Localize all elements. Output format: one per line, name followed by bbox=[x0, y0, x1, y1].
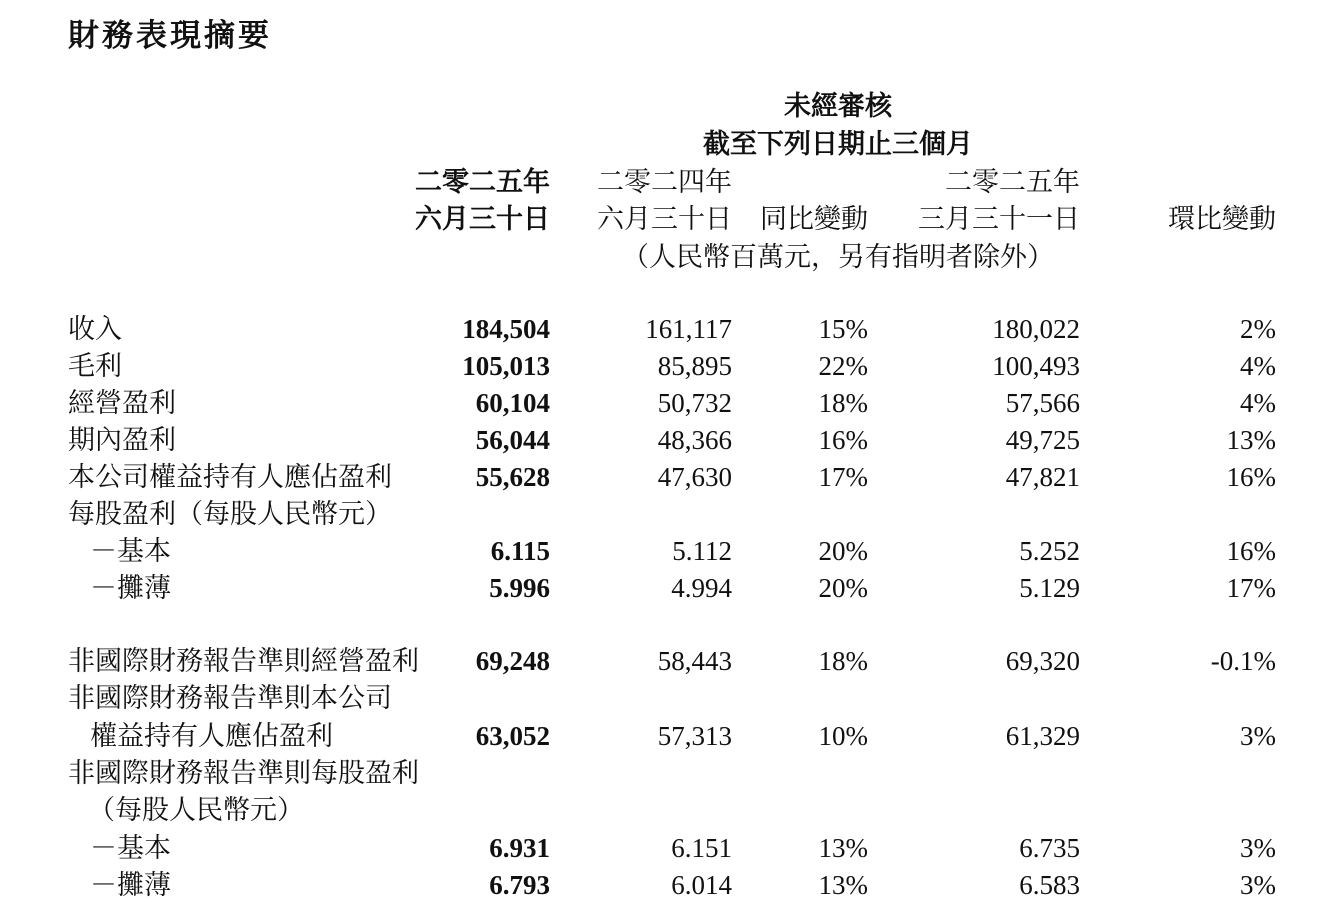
col3-header: 同比變動 bbox=[760, 204, 868, 234]
table-row bbox=[0, 755, 1328, 792]
cell-2025q2: 63,052 bbox=[475, 721, 550, 751]
cell-2024q2: 6.014 bbox=[671, 870, 732, 900]
cell-2024q2: 48,366 bbox=[657, 425, 732, 455]
table-row bbox=[0, 533, 1328, 570]
table-row bbox=[0, 830, 1328, 867]
row-label: －攤薄 bbox=[90, 870, 171, 900]
row-label: －基本 bbox=[90, 833, 171, 863]
row-label: 毛利 bbox=[68, 351, 122, 381]
cell-2025q2: 184,504 bbox=[462, 314, 550, 344]
cell-yoy: 10% bbox=[818, 721, 868, 751]
col2-header-date: 六月三十日 bbox=[597, 204, 732, 234]
table-row bbox=[0, 385, 1328, 422]
table-row bbox=[0, 792, 1328, 829]
table-row bbox=[0, 570, 1328, 607]
table-row bbox=[0, 422, 1328, 459]
row-label: 非國際財務報告準則經營盈利 bbox=[68, 646, 419, 676]
cell-2025q2: 6.931 bbox=[489, 833, 550, 863]
table-row bbox=[0, 311, 1328, 348]
cell-yoy: 16% bbox=[818, 425, 868, 455]
cell-2024q2: 161,117 bbox=[645, 314, 732, 344]
col4-header-year: 二零二五年 bbox=[945, 167, 1080, 197]
cell-2025q2: 69,248 bbox=[475, 646, 550, 676]
col1-header-date: 六月三十日 bbox=[415, 204, 550, 234]
cell-2024q2: 4.994 bbox=[671, 573, 732, 603]
table-row bbox=[0, 459, 1328, 496]
cell-yoy: 15% bbox=[818, 314, 868, 344]
cell-yoy: 18% bbox=[818, 388, 868, 418]
cell-2025q2: 6.115 bbox=[490, 536, 550, 566]
cell-qoq: 13% bbox=[1226, 425, 1276, 455]
cell-2025q1: 61,329 bbox=[1005, 721, 1080, 751]
row-label: 非國際財務報告準則本公司 bbox=[68, 683, 392, 713]
cell-2025q1: 49,725 bbox=[1005, 425, 1080, 455]
cell-2025q1: 6.735 bbox=[1019, 833, 1080, 863]
cell-2025q1: 6.583 bbox=[1019, 870, 1080, 900]
table-row bbox=[0, 643, 1328, 680]
cell-2024q2: 85,895 bbox=[657, 351, 732, 381]
cell-qoq: 16% bbox=[1226, 462, 1276, 492]
cell-yoy: 17% bbox=[818, 462, 868, 492]
row-label: 期內盈利 bbox=[68, 425, 176, 455]
cell-yoy: 13% bbox=[818, 833, 868, 863]
cell-qoq: 2% bbox=[1240, 314, 1276, 344]
cell-qoq: 4% bbox=[1240, 388, 1276, 418]
cell-2025q2: 6.793 bbox=[489, 870, 550, 900]
cell-qoq: 17% bbox=[1226, 573, 1276, 603]
cell-qoq: 3% bbox=[1240, 870, 1276, 900]
cell-qoq: 4% bbox=[1240, 351, 1276, 381]
cell-2025q1: 5.129 bbox=[1019, 573, 1080, 603]
page-title: 財務表現摘要 bbox=[68, 18, 272, 54]
row-label: 經營盈利 bbox=[68, 388, 176, 418]
col1-header-year: 二零二五年 bbox=[415, 167, 550, 197]
row-label: －攤薄 bbox=[90, 573, 171, 603]
cell-yoy: 20% bbox=[818, 573, 868, 603]
cell-2025q1: 100,493 bbox=[992, 351, 1080, 381]
col4-header-date: 三月三十一日 bbox=[918, 204, 1080, 234]
table-row bbox=[0, 680, 1328, 717]
cell-2025q2: 60,104 bbox=[475, 388, 550, 418]
table-row bbox=[0, 867, 1328, 904]
cell-2025q1: 69,320 bbox=[1005, 646, 1080, 676]
row-label: 每股盈利（每股人民幣元） bbox=[68, 499, 392, 529]
cell-2024q2: 57,313 bbox=[657, 721, 732, 751]
col5-header: 環比變動 bbox=[1168, 204, 1276, 234]
period-header: 截至下列日期止三個月 bbox=[703, 129, 973, 159]
audit-header: 未經審核 bbox=[784, 91, 892, 121]
cell-2025q1: 5.252 bbox=[1019, 536, 1080, 566]
table-row bbox=[0, 718, 1328, 755]
cell-2024q2: 5.112 bbox=[672, 536, 732, 566]
cell-qoq: 3% bbox=[1240, 833, 1276, 863]
cell-2025q2: 55,628 bbox=[475, 462, 550, 492]
row-label: （每股人民幣元） bbox=[88, 795, 304, 825]
cell-2025q2: 5.996 bbox=[489, 573, 550, 603]
row-label: 收入 bbox=[68, 314, 122, 344]
cell-qoq: -0.1% bbox=[1210, 646, 1276, 676]
cell-qoq: 3% bbox=[1240, 721, 1276, 751]
cell-2024q2: 58,443 bbox=[657, 646, 732, 676]
table-row bbox=[0, 348, 1328, 385]
cell-2025q1: 180,022 bbox=[992, 314, 1080, 344]
table-row bbox=[0, 496, 1328, 533]
unit-note: （人民幣百萬元，另有指明者除外） bbox=[622, 242, 1054, 272]
row-label: 非國際財務報告準則每股盈利 bbox=[68, 758, 419, 788]
row-label: －基本 bbox=[90, 536, 171, 566]
cell-2025q1: 47,821 bbox=[1005, 462, 1080, 492]
cell-yoy: 22% bbox=[818, 351, 868, 381]
col2-header-year: 二零二四年 bbox=[597, 167, 732, 197]
cell-2025q2: 105,013 bbox=[462, 351, 550, 381]
cell-yoy: 13% bbox=[818, 870, 868, 900]
row-label: 權益持有人應佔盈利 bbox=[90, 721, 333, 751]
cell-yoy: 18% bbox=[818, 646, 868, 676]
cell-2024q2: 47,630 bbox=[657, 462, 732, 492]
cell-qoq: 16% bbox=[1226, 536, 1276, 566]
cell-2024q2: 50,732 bbox=[657, 388, 732, 418]
cell-yoy: 20% bbox=[818, 536, 868, 566]
cell-2025q1: 57,566 bbox=[1005, 388, 1080, 418]
cell-2024q2: 6.151 bbox=[671, 833, 732, 863]
cell-2025q2: 56,044 bbox=[475, 425, 550, 455]
row-label: 本公司權益持有人應佔盈利 bbox=[68, 462, 392, 492]
